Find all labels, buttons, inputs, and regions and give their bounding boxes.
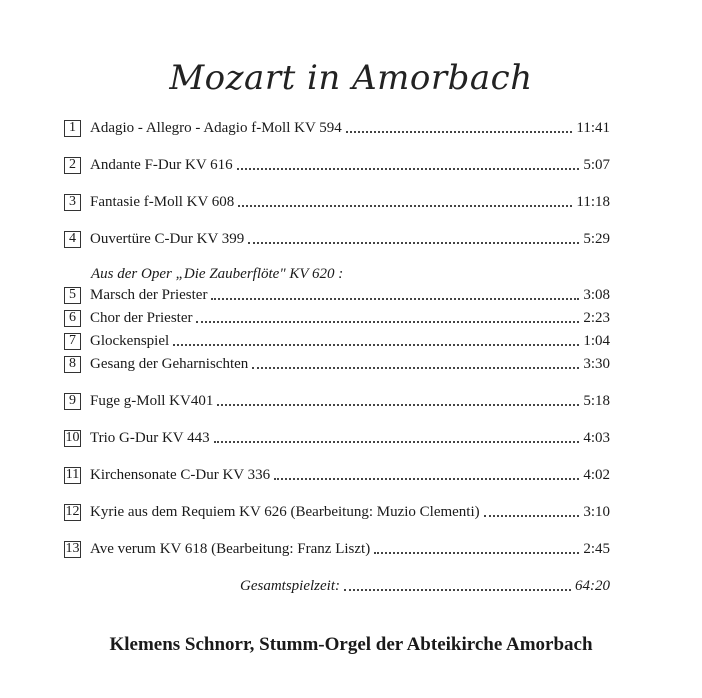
track-row xyxy=(64,465,610,485)
track-name: Fuge g-Moll KV401 xyxy=(90,392,214,409)
dot-leader xyxy=(173,344,579,346)
track-row xyxy=(64,229,610,249)
track-name: Ouvertüre C-Dur KV 399 xyxy=(90,230,245,247)
dot-leader xyxy=(217,404,579,406)
track-time: 3:30 xyxy=(583,355,610,372)
track-time: 4:03 xyxy=(583,429,610,446)
track-name: Kyrie aus dem Requiem KV 626 (Bearbeitung: Muzio Clementi) xyxy=(90,503,480,520)
total-playtime xyxy=(240,576,610,596)
track-name: Chor der Priester xyxy=(90,309,193,326)
track-number: 1 xyxy=(64,120,81,137)
track-row xyxy=(64,502,610,522)
track-time: 5:29 xyxy=(583,230,610,247)
track-time: 2:45 xyxy=(583,540,610,557)
track-name: Glockenspiel xyxy=(90,332,170,349)
dot-leader xyxy=(196,321,579,323)
track-row xyxy=(64,539,610,559)
track-row xyxy=(64,428,610,448)
track-number: 5 xyxy=(64,287,81,304)
dot-leader xyxy=(211,298,579,300)
track-name: Adagio - Allegro - Adagio f-Moll KV 594 xyxy=(90,119,342,136)
track-name: Marsch der Priester xyxy=(90,286,208,303)
track-name: Gesang der Geharnischten xyxy=(90,355,249,372)
track-number: 8 xyxy=(64,356,81,373)
dot-leader xyxy=(274,478,579,480)
track-time: 5:07 xyxy=(583,156,610,173)
opera-section-heading: Aus der Oper „Die Zauberflöte" KV 620 : xyxy=(91,266,344,282)
track-name: Ave verum KV 618 (Bearbeitung: Franz Liszt) xyxy=(90,540,371,557)
track-number: 10 xyxy=(65,430,80,445)
dot-leader xyxy=(238,205,572,207)
track-time: 1:04 xyxy=(583,332,610,349)
album-title: Mozart in Amorbach xyxy=(169,58,533,98)
track-row xyxy=(64,118,610,138)
dot-leader xyxy=(344,589,571,591)
track-number: 3 xyxy=(64,194,81,211)
total-label: Gesamtspielzeit: xyxy=(240,577,340,594)
track-name: Andante F-Dur KV 616 xyxy=(90,156,233,173)
track-row xyxy=(64,192,610,212)
track-row xyxy=(64,285,610,305)
track-time: 4:02 xyxy=(583,466,610,483)
track-row xyxy=(64,391,610,411)
track-row xyxy=(64,155,610,175)
track-name: Trio G-Dur KV 443 xyxy=(90,429,210,446)
track-name: Kirchensonate C-Dur KV 336 xyxy=(90,466,271,483)
total-time: 64:20 xyxy=(575,577,610,594)
track-row xyxy=(64,331,610,351)
dot-leader xyxy=(214,441,580,443)
track-number: 11 xyxy=(65,467,80,482)
track-number: 4 xyxy=(64,231,81,248)
dot-leader xyxy=(346,131,573,133)
track-row xyxy=(64,354,610,374)
track-row xyxy=(64,308,610,328)
track-time: 11:41 xyxy=(576,119,610,136)
track-time: 2:23 xyxy=(583,309,610,326)
dot-leader xyxy=(237,168,580,170)
track-number: 2 xyxy=(64,157,81,174)
track-time: 3:10 xyxy=(583,503,610,520)
track-time: 11:18 xyxy=(576,193,610,210)
performer-credit: Klemens Schnorr, Stumm-Orgel der Abteikirche Amorbach xyxy=(109,634,593,655)
track-number: 6 xyxy=(64,310,81,327)
dot-leader xyxy=(248,242,579,244)
track-number: 7 xyxy=(64,333,81,350)
track-number: 13 xyxy=(65,541,80,556)
dot-leader xyxy=(484,515,580,517)
track-number: 12 xyxy=(65,504,80,519)
track-name: Fantasie f-Moll KV 608 xyxy=(90,193,235,210)
track-number: 9 xyxy=(64,393,81,410)
track-time: 5:18 xyxy=(583,392,610,409)
dot-leader xyxy=(374,552,579,554)
track-time: 3:08 xyxy=(583,286,610,303)
dot-leader xyxy=(252,367,579,369)
